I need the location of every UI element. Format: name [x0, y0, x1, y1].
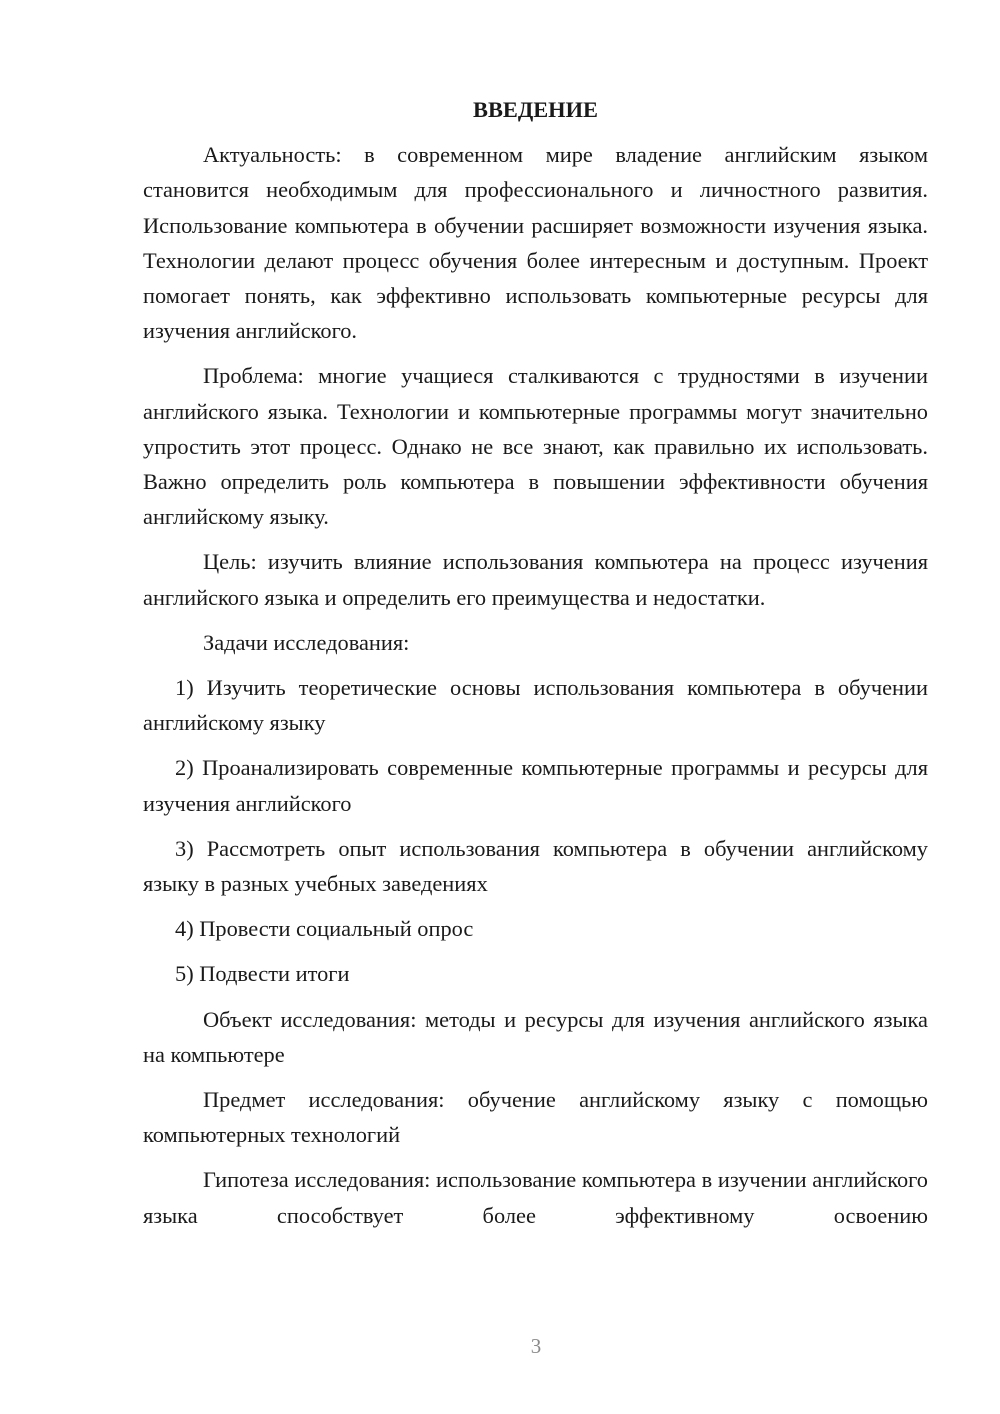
hypothesis-paragraph: Гипотеза исследования: использование компьютера в изучении английского языка способствует более эффективному освоению	[143, 1167, 928, 1228]
goal-paragraph: Цель: изучить влияние использования компьютера на процесс изучения английского языка и определить его преимущества и недостатки.	[143, 549, 928, 610]
document-page	[143, 92, 928, 1233]
relevance-paragraph: Актуальность: в современном мире владение английским языком становится необходимым для профессионального и личностного развития. Использование компьютера в обучении расширяет возможности изучения языка. Технологии делают процесс обучения более интересным и доступным. Проект помогает понять, как эффективно использовать компьютерные ресурсы для изучения английского.	[143, 142, 928, 344]
task-item-4: 4) Провести социальный опрос	[175, 916, 474, 942]
object-paragraph: Объект исследования: методы и ресурсы для изучения английского языка на компьютере	[143, 1006, 928, 1067]
subject-paragraph: Предмет исследования: обучение английскому языку с помощью компьютерных технологий	[143, 1087, 928, 1148]
task-item-1: 1) Изучить теоретические основы использования компьютера в обучении английскому языку	[143, 675, 928, 736]
task-item-2: 2) Проанализировать современные компьютерные программы и ресурсы для изучения английского	[143, 755, 928, 816]
task-item-5: 5) Подвести итоги	[175, 961, 350, 987]
page-number: 3	[530, 1334, 542, 1358]
task-item-3: 3) Рассмотреть опыт использования компьютера в обучении английскому языку в разных учебных заведениях	[143, 835, 928, 897]
problem-paragraph: Проблема: многие учащиеся сталкиваются с трудностями в изучении английского языка. Технологии и компьютерные программы могут значительно упростить этот процесс. Однако не все знают, как правильно их использовать. Важно определить роль компьютера в повышении эффективности обучения английскому языку.	[143, 363, 928, 530]
tasks-heading: Задачи исследования:	[203, 629, 410, 655]
page-title: ВВЕДЕНИЕ	[473, 97, 598, 122]
